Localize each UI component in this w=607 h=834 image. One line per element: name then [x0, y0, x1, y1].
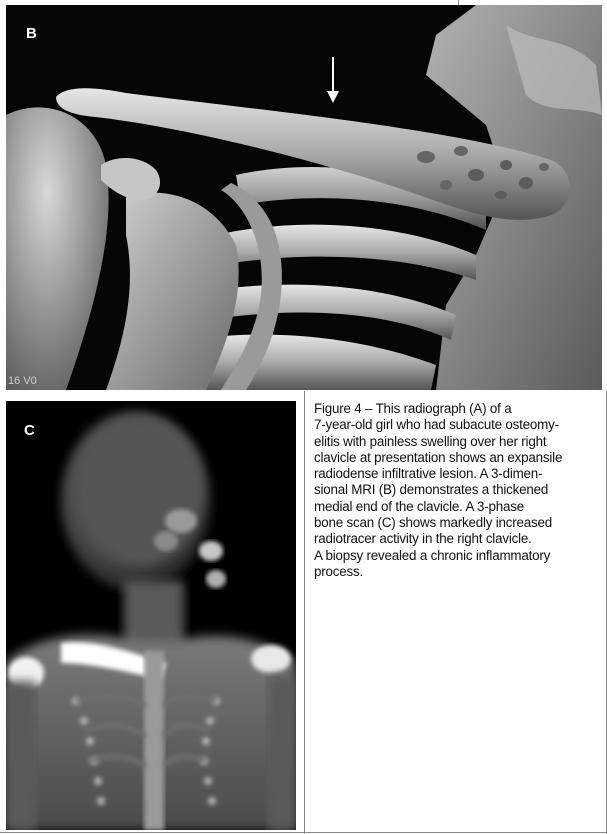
caption-line: radiodense infiltrative lesion. A 3-dimen- [314, 466, 543, 482]
bottom-border [0, 832, 607, 833]
panel-c-label: C [24, 422, 35, 439]
caption-line: radiotracer activity in the right clavicle. [314, 531, 532, 547]
column-divider [304, 391, 305, 834]
panel-b-mri-image [6, 5, 602, 390]
panel-c-bone-scan-image [6, 401, 296, 830]
caption-line: clavicle at presentation shows an expansile [314, 449, 563, 465]
caption-line: bone scan (C) shows markedly increased [314, 515, 553, 531]
mri-render [6, 5, 602, 390]
caption-line: elitis with painless swelling over her right [314, 433, 547, 449]
caption-line: 7-year-old girl who had subacute osteomy- [314, 417, 559, 433]
caption-line: A biopsy revealed a chronic inflammatory [314, 547, 551, 563]
caption-line: process. [314, 563, 364, 579]
panel-b-corner-text: 16 V0 [8, 375, 37, 387]
figure-caption [314, 401, 600, 580]
caption-line: medial end of the clavicle. A 3-phase [314, 498, 524, 514]
caption-line: sional MRI (B) demonstrates a thickened [314, 482, 549, 498]
panel-b-label: B [26, 25, 37, 42]
bone-scan-render [6, 401, 296, 830]
caption-line: Figure 4 – This radiograph (A) of a [314, 401, 512, 416]
